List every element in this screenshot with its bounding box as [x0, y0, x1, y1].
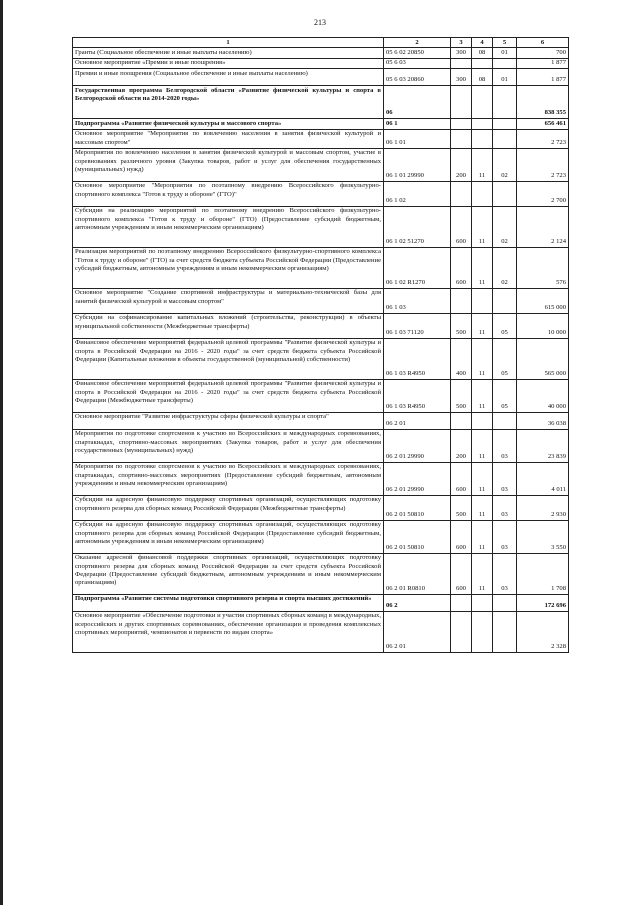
budget-table — [72, 37, 569, 653]
row-col-5: 03 — [493, 553, 517, 594]
row-col-5: 05 — [493, 379, 517, 412]
row-col-3: 300 — [451, 48, 472, 58]
row-amount: 40 000 — [517, 379, 569, 412]
row-amount: 838 355 — [517, 86, 569, 119]
row-description: Основное мероприятие «Премии и иные поощрения» — [73, 58, 384, 68]
row-col-5 — [493, 611, 517, 652]
row-amount: 2 124 — [517, 206, 569, 247]
row-code: 06 1 — [384, 119, 451, 129]
table-row — [73, 379, 569, 412]
row-col-4: 11 — [472, 206, 493, 247]
row-code: 05 6 02 20850 — [384, 48, 451, 58]
header-cell: 4 — [472, 38, 493, 48]
table-row — [73, 338, 569, 379]
table-row — [73, 594, 569, 611]
row-description: Основное мероприятие "Мероприятия по поэтапному внедрению Всероссийского физкультурно-спортивного комплекса "Готов к труду и обороне" (ГТО)" — [73, 181, 384, 206]
table-row — [73, 48, 569, 58]
row-col-4 — [472, 119, 493, 129]
table-row — [73, 520, 569, 553]
row-code: 05 6 03 20860 — [384, 69, 451, 86]
header-cell: 2 — [384, 38, 451, 48]
row-amount: 3 550 — [517, 520, 569, 553]
row-col-5: 03 — [493, 462, 517, 495]
row-col-3: 500 — [451, 313, 472, 338]
row-description: Основное мероприятие «Обеспечение подготовки и участия спортивных сборных команд в международных, всероссийских и других спортивных соревнованиях, обеспечение организации и проведения комплексных спортивных мероприятий, чемпионатов и первенств по видам спорта» — [73, 611, 384, 652]
row-col-3: 400 — [451, 338, 472, 379]
row-description: Субсидии на адресную финансовую поддержку спортивных организаций, осуществляющих подготовку спортивного резерва для сборных команд Российской Федерации (Предоставление субсидий бюджетным, автономным учреждениям и иным некоммерческим организациям) — [73, 520, 384, 553]
row-description: Финансовое обеспечение мероприятий федеральной целевой программы "Развитие физической культуры и спорта в Российской Федерации на 2016 - 2020 годы" за счет средств бюджета субъекта Российской Федерации (Межбюджетные трансферты) — [73, 379, 384, 412]
row-col-3 — [451, 594, 472, 611]
table-row — [73, 58, 569, 68]
row-col-4: 11 — [472, 462, 493, 495]
row-col-5: 03 — [493, 429, 517, 462]
row-description: Подпрограмма «Развитие физической культуры и массового спорта» — [73, 119, 384, 129]
row-col-3: 600 — [451, 553, 472, 594]
row-col-3: 500 — [451, 495, 472, 520]
row-code: 06 2 01 50810 — [384, 520, 451, 553]
table-row — [73, 412, 569, 429]
row-col-5 — [493, 119, 517, 129]
row-amount: 36 038 — [517, 412, 569, 429]
row-code: 06 — [384, 86, 451, 119]
row-col-3: 500 — [451, 379, 472, 412]
row-code: 06 2 01 — [384, 412, 451, 429]
row-col-4 — [472, 412, 493, 429]
row-code: 06 2 01 29990 — [384, 429, 451, 462]
row-col-4: 11 — [472, 148, 493, 181]
row-col-5 — [493, 86, 517, 119]
row-col-5: 05 — [493, 313, 517, 338]
row-description: Гранты (Социальное обеспечение и иные выплаты населению) — [73, 48, 384, 58]
row-col-5: 05 — [493, 338, 517, 379]
row-code: 06 1 02 R1270 — [384, 247, 451, 288]
row-col-5: 03 — [493, 520, 517, 553]
table-row — [73, 247, 569, 288]
row-description: Государственная программа Белгородской области «Развитие физической культуры и спорта в Белгородской области на 2014-2020 годы» — [73, 86, 384, 119]
row-description: Основное мероприятие "Мероприятия по вовлечению населения в занятия физической культурой и массовым спортом" — [73, 129, 384, 148]
row-amount: 2 930 — [517, 495, 569, 520]
row-col-3: 600 — [451, 520, 472, 553]
row-description: Субсидии на адресную финансовую поддержку спортивных организаций, осуществляющих подготовку спортивного резерва для сборных команд Российской Федерации (Межбюджетные трансферты) — [73, 495, 384, 520]
row-amount: 23 839 — [517, 429, 569, 462]
table-row — [73, 148, 569, 181]
row-col-4: 11 — [472, 495, 493, 520]
row-col-4 — [472, 611, 493, 652]
row-col-3: 600 — [451, 247, 472, 288]
row-amount: 172 696 — [517, 594, 569, 611]
row-col-4: 11 — [472, 313, 493, 338]
row-col-3: 600 — [451, 206, 472, 247]
table-row — [73, 288, 569, 313]
row-code: 06 1 02 51270 — [384, 206, 451, 247]
row-col-4: 11 — [472, 338, 493, 379]
row-col-4: 11 — [472, 553, 493, 594]
row-col-4 — [472, 58, 493, 68]
row-description: Оказание адресной финансовой поддержки спортивных организаций, осуществляющих подготовку спортивного резерва для сборных команд Российской Федерации за счет средств субъекта Российской Федерации (Предоставление субсидий бюджетным, автономным учреждениям и иным некоммерческим организациям) — [73, 553, 384, 594]
row-description: Реализация мероприятий по поэтапному внедрению Всероссийского физкультурно-спортивного комплекса "Готов к труду и обороне" (ГТО) за счет средств бюджета субъекта Российской Федерации (Предоставление субсидий бюджетным, автономным учреждениям и иным некоммерческим организациям) — [73, 247, 384, 288]
row-col-4: 11 — [472, 379, 493, 412]
row-description: Основное мероприятие "Создание спортивной инфраструктуры и материально-технической базы для занятий физической культурой и массовым спортом" — [73, 288, 384, 313]
header-cell: 5 — [493, 38, 517, 48]
row-col-5 — [493, 129, 517, 148]
row-col-3 — [451, 129, 472, 148]
row-col-3: 200 — [451, 148, 472, 181]
row-amount: 576 — [517, 247, 569, 288]
row-description: Мероприятия по вовлечению населения в занятия физической культурой и массовым спортом, участие в соревнованиях различного уровня (Закупка товаров, работ и услуг для обеспечения государственных (муниципальных) нужд) — [73, 148, 384, 181]
row-amount: 2 700 — [517, 181, 569, 206]
row-code: 06 1 03 71120 — [384, 313, 451, 338]
row-col-4 — [472, 594, 493, 611]
row-col-3 — [451, 288, 472, 313]
row-col-3 — [451, 611, 472, 652]
row-amount: 700 — [517, 48, 569, 58]
table-row — [73, 495, 569, 520]
table-row — [73, 206, 569, 247]
row-col-5: 01 — [493, 69, 517, 86]
row-col-5: 03 — [493, 495, 517, 520]
row-amount: 615 000 — [517, 288, 569, 313]
table-row — [73, 553, 569, 594]
row-code: 06 2 — [384, 594, 451, 611]
row-description: Субсидии на софинансирование капитальных вложений (строительства, реконструкции) в объекты муниципальной собственности (Межбюджетные трансферты) — [73, 313, 384, 338]
row-code: 06 2 01 R0810 — [384, 553, 451, 594]
table-row — [73, 129, 569, 148]
row-code: 06 1 01 — [384, 129, 451, 148]
table-row — [73, 86, 569, 119]
table-row — [73, 69, 569, 86]
row-col-4: 08 — [472, 48, 493, 58]
page-edge-line — [0, 0, 3, 905]
page-number: 213 — [314, 18, 326, 27]
row-description: Субсидии на реализацию мероприятий по поэтапному внедрению Всероссийского физкультурно-спортивного комплекса "Готов к труду и обороне" (ГТО) (Предоставление субсидий бюджетным, автономным учреждениям и иным некоммерческим организациям) — [73, 206, 384, 247]
row-col-3 — [451, 119, 472, 129]
row-code: 06 1 03 R4950 — [384, 338, 451, 379]
row-description: Финансовое обеспечение мероприятий федеральной целевой программы "Развитие физической культуры и спорта в Российской Федерации на 2016 - 2020 годы" за счет средств бюджета субъекта Российской Федерации (Капитальные вложения в объекты государственной (муниципальной) собственности) — [73, 338, 384, 379]
row-col-4: 11 — [472, 247, 493, 288]
row-amount: 2 723 — [517, 148, 569, 181]
row-col-3 — [451, 86, 472, 119]
row-col-4 — [472, 86, 493, 119]
row-col-5 — [493, 288, 517, 313]
row-col-3 — [451, 181, 472, 206]
row-col-4 — [472, 181, 493, 206]
row-col-3 — [451, 412, 472, 429]
table-header-row — [73, 38, 569, 48]
row-amount: 2 328 — [517, 611, 569, 652]
row-col-5: 02 — [493, 247, 517, 288]
row-description: Мероприятия по подготовке спортсменов к участию во Всероссийских и международных соревнованиях, спартакиадах, спортивно-массовых мероприятиях (Закупка товаров, работ и услуг для обеспечения государственных (муниципальных) нужд) — [73, 429, 384, 462]
row-amount: 10 000 — [517, 313, 569, 338]
row-col-5: 02 — [493, 148, 517, 181]
table-row — [73, 429, 569, 462]
table-row — [73, 181, 569, 206]
row-col-4: 11 — [472, 520, 493, 553]
row-col-5: 02 — [493, 206, 517, 247]
row-col-5 — [493, 58, 517, 68]
row-col-4 — [472, 129, 493, 148]
row-amount: 656 461 — [517, 119, 569, 129]
row-col-3: 600 — [451, 462, 472, 495]
row-amount: 2 723 — [517, 129, 569, 148]
row-code: 06 1 03 — [384, 288, 451, 313]
row-col-5 — [493, 594, 517, 611]
row-code: 06 2 01 — [384, 611, 451, 652]
row-col-5 — [493, 412, 517, 429]
row-col-3: 200 — [451, 429, 472, 462]
row-amount: 1 877 — [517, 58, 569, 68]
row-description: Основное мероприятие "Развитие инфраструктуры сферы физической культуры и спорта" — [73, 412, 384, 429]
row-code: 06 1 01 29990 — [384, 148, 451, 181]
table-row — [73, 119, 569, 129]
row-amount: 1 877 — [517, 69, 569, 86]
header-cell: 1 — [73, 38, 384, 48]
row-col-5: 01 — [493, 48, 517, 58]
row-code: 06 1 02 — [384, 181, 451, 206]
row-col-5 — [493, 181, 517, 206]
table-row — [73, 611, 569, 652]
row-description: Мероприятия по подготовке спортсменов к участию во Всероссийских и международных соревнованиях, спартакиадах, спортивно-массовых мероприятиях (Предоставление субсидий бюджетным, автономным учреждениям и иным некоммерческим организациям) — [73, 462, 384, 495]
row-col-3 — [451, 58, 472, 68]
row-amount: 4 011 — [517, 462, 569, 495]
row-description: Премии и иные поощрения (Социальное обеспечение и иные выплаты населению) — [73, 69, 384, 86]
header-cell: 3 — [451, 38, 472, 48]
row-amount: 1 708 — [517, 553, 569, 594]
table-row — [73, 462, 569, 495]
table-row — [73, 313, 569, 338]
row-code: 06 2 01 50810 — [384, 495, 451, 520]
row-col-4: 11 — [472, 429, 493, 462]
row-col-4: 08 — [472, 69, 493, 86]
row-code: 06 1 03 R4950 — [384, 379, 451, 412]
row-code: 06 2 01 29990 — [384, 462, 451, 495]
header-cell: 6 — [517, 38, 569, 48]
row-code: 05 6 03 — [384, 58, 451, 68]
row-amount: 565 000 — [517, 338, 569, 379]
row-description: Подпрограмма «Развитие системы подготовки спортивного резерва и спорта высших достижений» — [73, 594, 384, 611]
row-col-4 — [472, 288, 493, 313]
row-col-3: 300 — [451, 69, 472, 86]
